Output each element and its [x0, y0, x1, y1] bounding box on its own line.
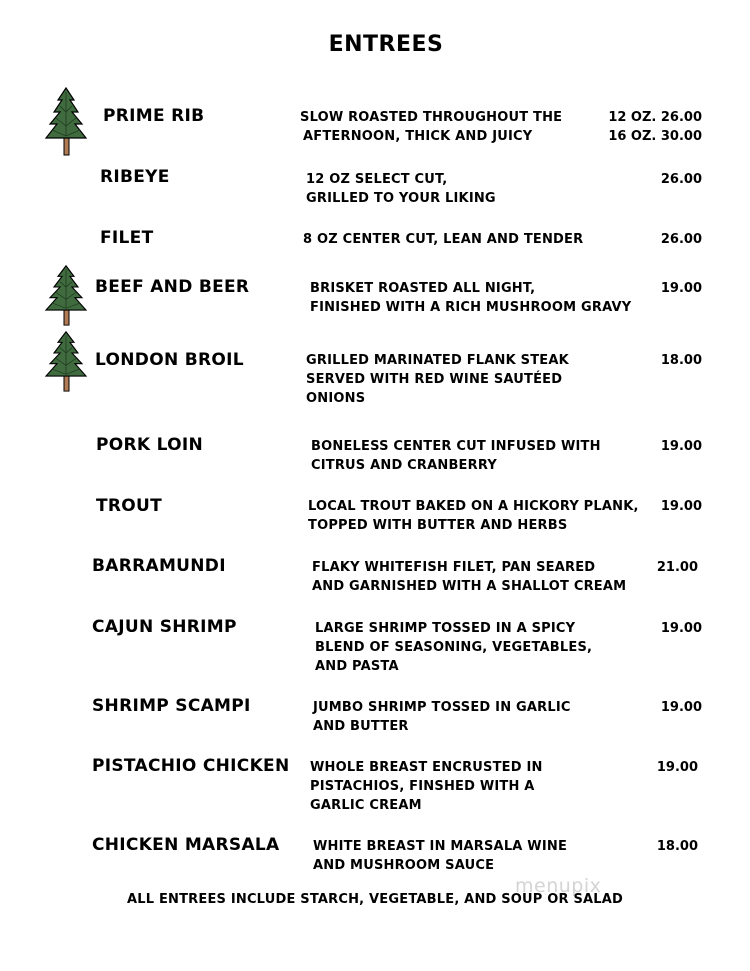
pine-tree-icon: [44, 264, 88, 326]
item-price: 19.00: [660, 499, 702, 514]
item-price: 19.00: [660, 621, 702, 636]
item-name: PISTACHIO CHICKEN: [92, 756, 290, 776]
item-name: TROUT: [96, 496, 163, 516]
item-price: 19.00: [660, 439, 702, 454]
item-price: 19.00: [660, 281, 702, 296]
item-description: GRILLED MARINATED FLANK STEAK SERVED WITH RED WINE SAUTÉED ONIONS: [306, 353, 569, 406]
item-price: 19.00: [660, 700, 702, 715]
item-description: JUMBO SHRIMP TOSSED IN GARLIC AND BUTTER: [313, 700, 571, 734]
item-description: BRISKET ROASTED ALL NIGHT, FINISHED WITH A RICH MUSHROOM GRAVY: [310, 281, 632, 315]
item-description: 8 OZ CENTER CUT, LEAN AND TENDER: [303, 232, 584, 247]
item-description: WHOLE BREAST ENCRUSTED IN PISTACHIOS, FINSHED WITH A GARLIC CREAM: [310, 760, 543, 813]
item-price: 18.00: [660, 353, 702, 368]
item-price: 19.00: [656, 760, 698, 775]
pine-tree-icon: [44, 86, 88, 156]
item-name: SHRIMP SCAMPI: [92, 696, 251, 716]
item-name: CHICKEN MARSALA: [92, 835, 280, 855]
menu-footer-note: ALL ENTREES INCLUDE STARCH, VEGETABLE, AND SOUP OR SALAD: [126, 892, 624, 907]
item-name: CAJUN SHRIMP: [92, 617, 237, 637]
item-description: WHITE BREAST IN MARSALA WINE AND MUSHROOM SAUCE: [313, 839, 568, 873]
item-name: BEEF AND BEER: [95, 277, 250, 297]
pine-tree-icon: [44, 330, 88, 392]
item-description: LOCAL TROUT BAKED ON A HICKORY PLANK, TOPPED WITH BUTTER AND HERBS: [308, 499, 639, 533]
item-price: 21.00: [656, 560, 698, 575]
item-price: 18.00: [656, 839, 698, 854]
item-name: RIBEYE: [100, 167, 170, 187]
item-description: SLOW ROASTED THROUGHOUT THE AFTERNOON, THICK AND JUICY: [300, 110, 563, 144]
item-description: 12 OZ SELECT CUT, GRILLED TO YOUR LIKING: [306, 172, 496, 206]
item-price: 26.00: [660, 172, 702, 187]
item-price: 12 OZ. 26.00 16 OZ. 30.00: [608, 110, 702, 144]
menu-title: ENTREES: [328, 32, 444, 57]
item-name: FILET: [100, 228, 154, 248]
item-name: BARRAMUNDI: [92, 556, 226, 576]
item-description: FLAKY WHITEFISH FILET, PAN SEARED AND GARNISHED WITH A SHALLOT CREAM: [312, 560, 627, 594]
item-description: LARGE SHRIMP TOSSED IN A SPICY BLEND OF SEASONING, VEGETABLES, AND PASTA: [315, 621, 593, 674]
item-price: 26.00: [660, 232, 702, 247]
item-name: LONDON BROIL: [95, 350, 244, 370]
item-name: PORK LOIN: [96, 435, 204, 455]
item-description: BONELESS CENTER CUT INFUSED WITH CITRUS AND CRANBERRY: [311, 439, 601, 473]
item-name: PRIME RIB: [103, 106, 205, 126]
watermark-logo: menupix: [515, 875, 602, 897]
